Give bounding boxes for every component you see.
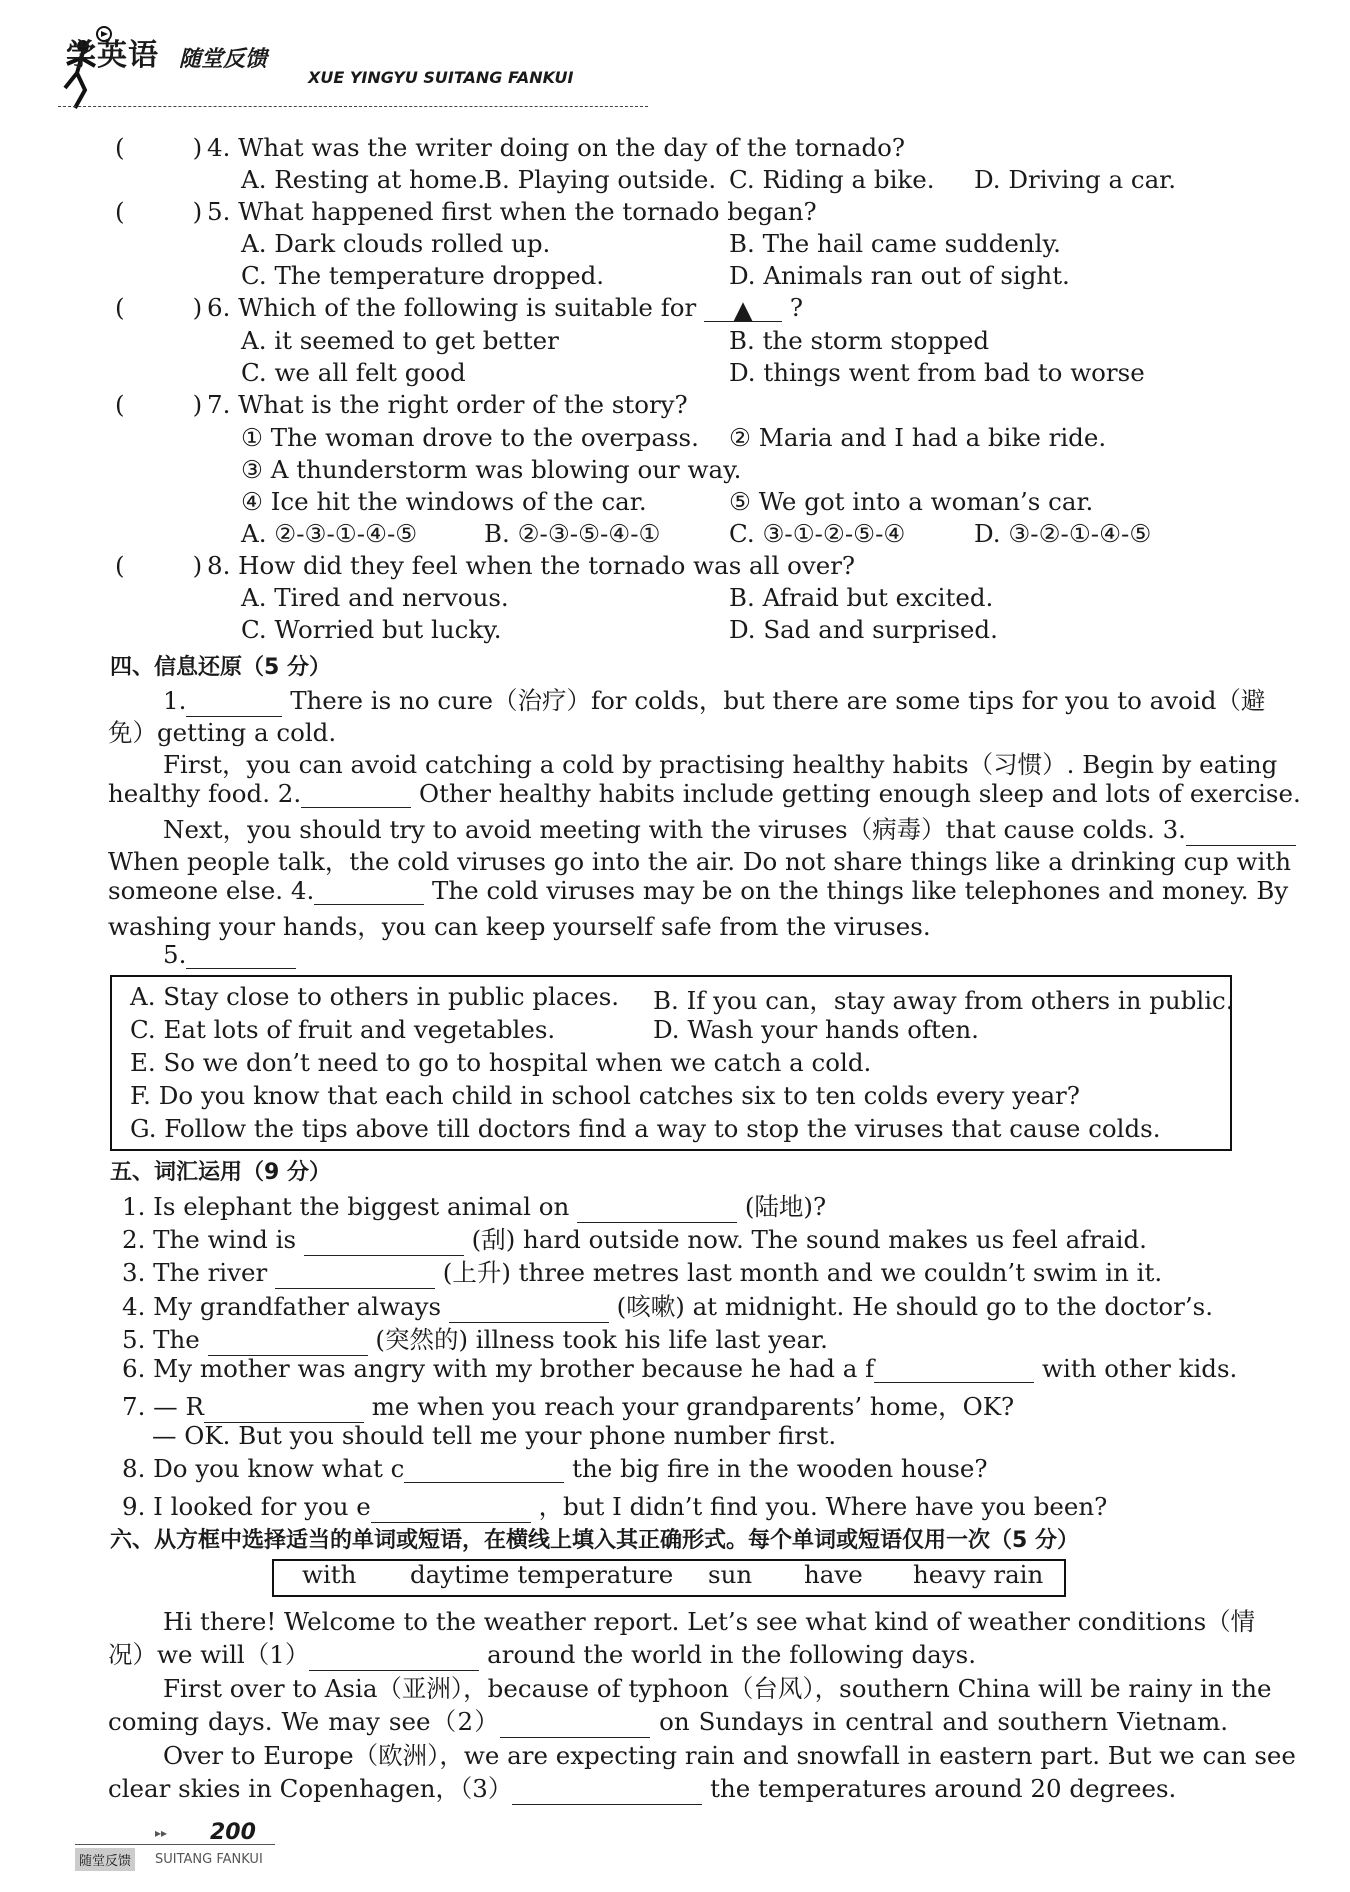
q8-stem: 8. How did they feel when the tornado was all over?	[207, 551, 856, 580]
page-number: 200	[210, 1820, 256, 1845]
sec4-option-b: B. If you can，stay away from others in public.	[653, 986, 1234, 1015]
q8-option-b: B. Afraid but excited.	[729, 583, 994, 612]
sec6-line: Hi there! Welcome to the weather report. Let’s see what kind of weather conditions（情	[163, 1607, 1256, 1636]
answer-paren: ( )	[115, 551, 203, 580]
q5-option-b: B. The hail came suddenly.	[729, 229, 1061, 258]
sec4-line: someone else. 4. The cold viruses may be on the things like telephones and money. By	[108, 876, 1289, 905]
q8-option-a: A. Tired and nervous.	[241, 583, 509, 612]
sec4-line: When people talk，the cold viruses go into the air. Do not share things like a drinking cup with	[108, 847, 1291, 876]
sec6-line: 况）we will（1） around the world in the following days.	[108, 1640, 976, 1669]
q7-option-b: B. ②-③-⑤-④-①	[484, 519, 661, 548]
word-heavy-rain: heavy rain	[913, 1560, 1044, 1589]
q5-option-a: A. Dark clouds rolled up.	[241, 229, 551, 258]
section-4-title: 四、信息还原（5 分）	[110, 655, 331, 680]
q7-event-4: ④ Ice hit the windows of the car.	[241, 487, 647, 516]
q4-option-b: B. Playing outside.	[484, 165, 717, 194]
q7-stem: 7. What is the right order of the story?	[207, 390, 688, 419]
sec6-line: clear skies in Copenhagen，（3） the temperatures around 20 degrees.	[108, 1774, 1177, 1803]
sec5-item-4: 4. My grandfather always (咳嗽) at midnight. He should go to the doctor’s.	[122, 1292, 1214, 1321]
sec4-option-e: E. So we don’t need to go to hospital when we catch a cold.	[130, 1048, 872, 1077]
word-daytime-temperature: daytime temperature	[410, 1560, 674, 1589]
q6-stem: 6. Which of the following is suitable for ▲ ?	[207, 293, 803, 324]
sec5-item-2: 2. The wind is (刮) hard outside now. The sound makes us feel afraid.	[122, 1225, 1147, 1254]
word-sun: sun	[708, 1560, 753, 1589]
answer-paren: ( )	[115, 133, 203, 162]
sec5-item-1: 1. Is elephant the biggest animal on (陆地)?	[122, 1192, 827, 1221]
q5-stem: 5. What happened first when the tornado began?	[207, 197, 817, 226]
arrow-icon: ▸▸	[155, 1826, 168, 1840]
section-6-title: 六、从方框中选择适当的单词或短语，在横线上填入其正确形式。每个单词或短语仅用一次（5 分）	[110, 1528, 1079, 1553]
q4-stem: 4. What was the writer doing on the day of the tornado?	[207, 133, 906, 162]
section-5-title: 五、词汇运用（9 分）	[110, 1160, 331, 1185]
q7-event-2: ② Maria and I had a bike ride.	[729, 423, 1107, 452]
sec6-line: First over to Asia（亚洲），because of typhoon（台风），southern China will be rainy in the	[163, 1674, 1272, 1703]
sec4-option-f: F. Do you know that each child in school catches six to ten colds every year?	[130, 1081, 1080, 1110]
q6-option-a: A. it seemed to get better	[241, 326, 559, 355]
q5-option-d: D. Animals ran out of sight.	[729, 261, 1070, 290]
triangle-blank: ▲	[704, 295, 782, 322]
sec5-item-6: 6. My mother was angry with my brother because he had a f with other kids.	[122, 1354, 1238, 1383]
logo-english: XUE YINGYU SUITANG FANKUI	[308, 68, 574, 87]
sec4-line: washing your hands，you can keep yourself safe from the viruses.	[108, 912, 931, 941]
logo-subtitle: 随堂反馈	[179, 47, 268, 72]
q4-option-c: C. Riding a bike.	[729, 165, 935, 194]
sec4-option-g: G. Follow the tips above till doctors find a way to stop the viruses that cause colds.	[130, 1114, 1161, 1143]
q4-option-d: D. Driving a car.	[974, 165, 1176, 194]
sec5-item-3: 3. The river (上升) three metres last month and we couldn’t swim in it.	[122, 1258, 1163, 1287]
answer-paren: ( )	[115, 293, 203, 322]
sec5-item-7-reply: — OK. But you should tell me your phone number first.	[152, 1421, 837, 1450]
sec4-line: healthy food. 2. Other healthy habits include getting enough sleep and lots of exercise.	[108, 779, 1301, 808]
q8-option-c: C. Worried but lucky.	[241, 615, 502, 644]
q7-event-3: ③ A thunderstorm was blowing our way.	[241, 455, 742, 484]
footer-divider	[75, 1844, 275, 1845]
q7-event-1: ① The woman drove to the overpass.	[241, 423, 699, 452]
answer-paren: ( )	[115, 390, 203, 419]
sec4-line: First，you can avoid catching a cold by practising healthy habits（习惯）. Begin by eating	[163, 750, 1278, 779]
sec4-blank-5: 5.	[163, 940, 296, 969]
sec4-line: 1. There is no cure（治疗）for colds，but there are some tips for you to avoid（避	[163, 686, 1266, 715]
sec4-line: Next，you should try to avoid meeting with the viruses（病毒）that cause colds. 3.	[163, 811, 1228, 846]
sec6-line: Over to Europe（欧洲），we are expecting rain and snowfall in eastern part. But we can see	[163, 1741, 1296, 1770]
q7-event-5: ⑤ We got into a woman’s car.	[729, 487, 1094, 516]
q6-option-d: D. things went from bad to worse	[729, 358, 1145, 387]
sec4-option-d: D. Wash your hands often.	[653, 1015, 979, 1044]
q4-option-a: A. Resting at home.	[241, 165, 486, 194]
sec5-item-5: 5. The (突然的) illness took his life last year.	[122, 1325, 828, 1354]
footer-tag: 随堂反馈	[75, 1848, 135, 1871]
sec6-line: coming days. We may see（2） on Sundays in central and southern Vietnam.	[108, 1707, 1229, 1736]
q6-option-c: C. we all felt good	[241, 358, 466, 387]
footer-english: SUITANG FANKUI	[155, 1852, 263, 1867]
q5-option-c: C. The temperature dropped.	[241, 261, 605, 290]
sec5-item-8: 8. Do you know what c the big fire in the wooden house?	[122, 1454, 988, 1483]
q7-option-c: C. ③-①-②-⑤-④	[729, 519, 906, 548]
sec4-option-a: A. Stay close to others in public places.	[130, 982, 620, 1011]
sec4-line: 免）getting a cold.	[108, 718, 337, 747]
sec5-item-9: 9. I looked for you e ，but I didn’t find you. Where have you been?	[122, 1492, 1108, 1521]
logo-title: 学英语	[66, 38, 159, 73]
word-have: have	[804, 1560, 863, 1589]
q7-option-a: A. ②-③-①-④-⑤	[241, 519, 418, 548]
header-divider	[58, 106, 648, 107]
q8-option-d: D. Sad and surprised.	[729, 615, 998, 644]
word-with: with	[302, 1560, 357, 1589]
answer-paren: ( )	[115, 197, 203, 226]
sec4-option-c: C. Eat lots of fruit and vegetables.	[130, 1015, 556, 1044]
q7-option-d: D. ③-②-①-④-⑤	[974, 519, 1152, 548]
q6-option-b: B. the storm stopped	[729, 326, 990, 355]
sec5-item-7: 7. — R me when you reach your grandparents’ home，OK?	[122, 1392, 1015, 1421]
